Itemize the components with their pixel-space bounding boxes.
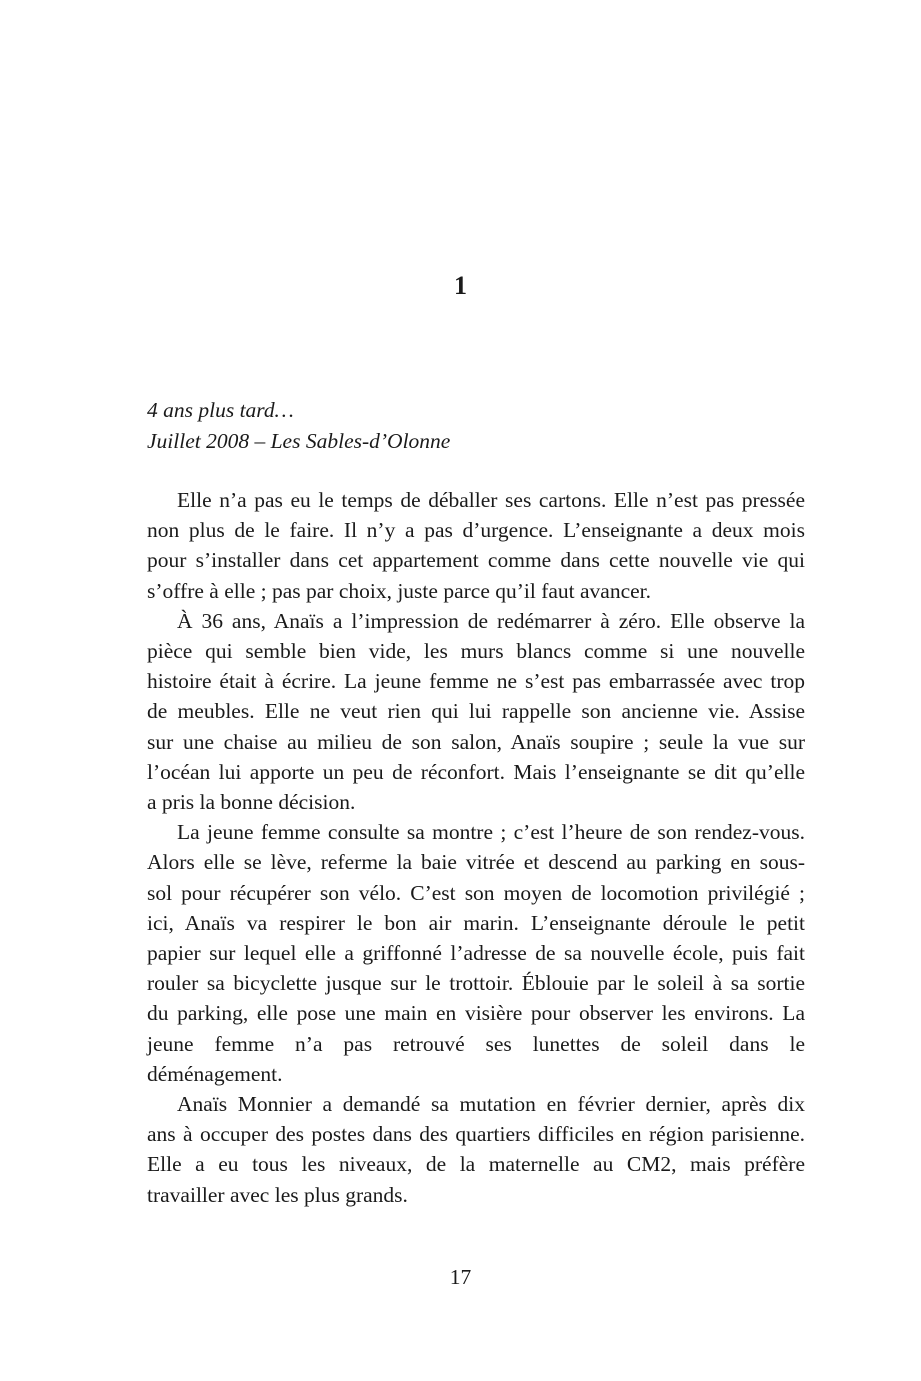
text-line: Anaïs Monnier a demandé sa mutation en février dernier, après dix [177, 1092, 805, 1117]
text-line: ans à occuper des postes dans des quartiers difficiles en région parisienne. [147, 1122, 805, 1147]
epigraph-line-time: 4 ans plus tard… [147, 398, 294, 422]
paragraph [117, 1089, 805, 1210]
text-line: travailler avec les plus grands. [147, 1182, 408, 1207]
text-line: rouler sa bicyclette jusque sur le trottoir. Éblouie par le soleil à sa sortie [147, 971, 805, 996]
body-text [117, 485, 805, 1210]
text-line: Elle n’a pas eu le temps de déballer ses cartons. Elle n’est pas pressée [177, 488, 805, 512]
text-line: de meubles. Elle ne veut rien qui lui rappelle son ancienne vie. Assise [147, 699, 805, 724]
text-line: du parking, elle pose une main en visière pour observer les environs. La [147, 1001, 805, 1026]
epigraph [147, 395, 807, 457]
epigraph-line-place: Juillet 2008 – Les Sables-d’Olonne [147, 429, 451, 453]
text-line: jeune femme n’a pas retrouvé ses lunettes de soleil dans le [147, 1031, 805, 1056]
text-line: sur une chaise au milieu de son salon, Anaïs soupire ; seule la vue sur [147, 729, 805, 754]
text-line: papier sur lequel elle a griffonné l’adresse de sa nouvelle école, puis fait [147, 941, 805, 966]
paragraph [117, 485, 805, 606]
text-line: non plus de le faire. Il n’y a pas d’urgence. L’enseignante a deux mois [147, 518, 805, 543]
text-line: La jeune femme consulte sa montre ; c’est l’heure de son rendez-vous. [177, 820, 805, 845]
text-line: pièce qui semble bien vide, les murs blancs comme si une nouvelle [147, 639, 805, 664]
paragraph [117, 817, 805, 1089]
text-line: l’océan lui apporte un peu de réconfort. Mais l’enseignante se dit qu’elle [147, 759, 805, 784]
text-line: déménagement. [147, 1061, 283, 1086]
page-number: 17 [449, 1265, 472, 1289]
text-line: sol pour récupérer son vélo. C’est son moyen de locomotion privilégié ; [147, 880, 805, 905]
chapter-number: 1 [454, 271, 467, 300]
paragraph [117, 606, 805, 817]
text-line: pour s’installer dans cet appartement comme dans cette nouvelle vie qui [147, 548, 805, 573]
text-line: Alors elle se lève, referme la baie vitrée et descend au parking en sous- [147, 850, 805, 875]
text-line: histoire était à écrire. La jeune femme ne s’est pas embarrassée avec trop [147, 669, 805, 694]
text-line: a pris la bonne décision. [147, 790, 356, 815]
text-line: ici, Anaïs va respirer le bon air marin. L’enseignante déroule le petit [147, 910, 805, 935]
text-line: s’offre à elle ; pas par choix, juste parce qu’il faut avancer. [147, 578, 652, 603]
text-line: Elle a eu tous les niveaux, de la maternelle au CM2, mais préfère [147, 1152, 805, 1177]
text-line: À 36 ans, Anaïs a l’impression de redémarrer à zéro. Elle observe la [177, 608, 805, 633]
